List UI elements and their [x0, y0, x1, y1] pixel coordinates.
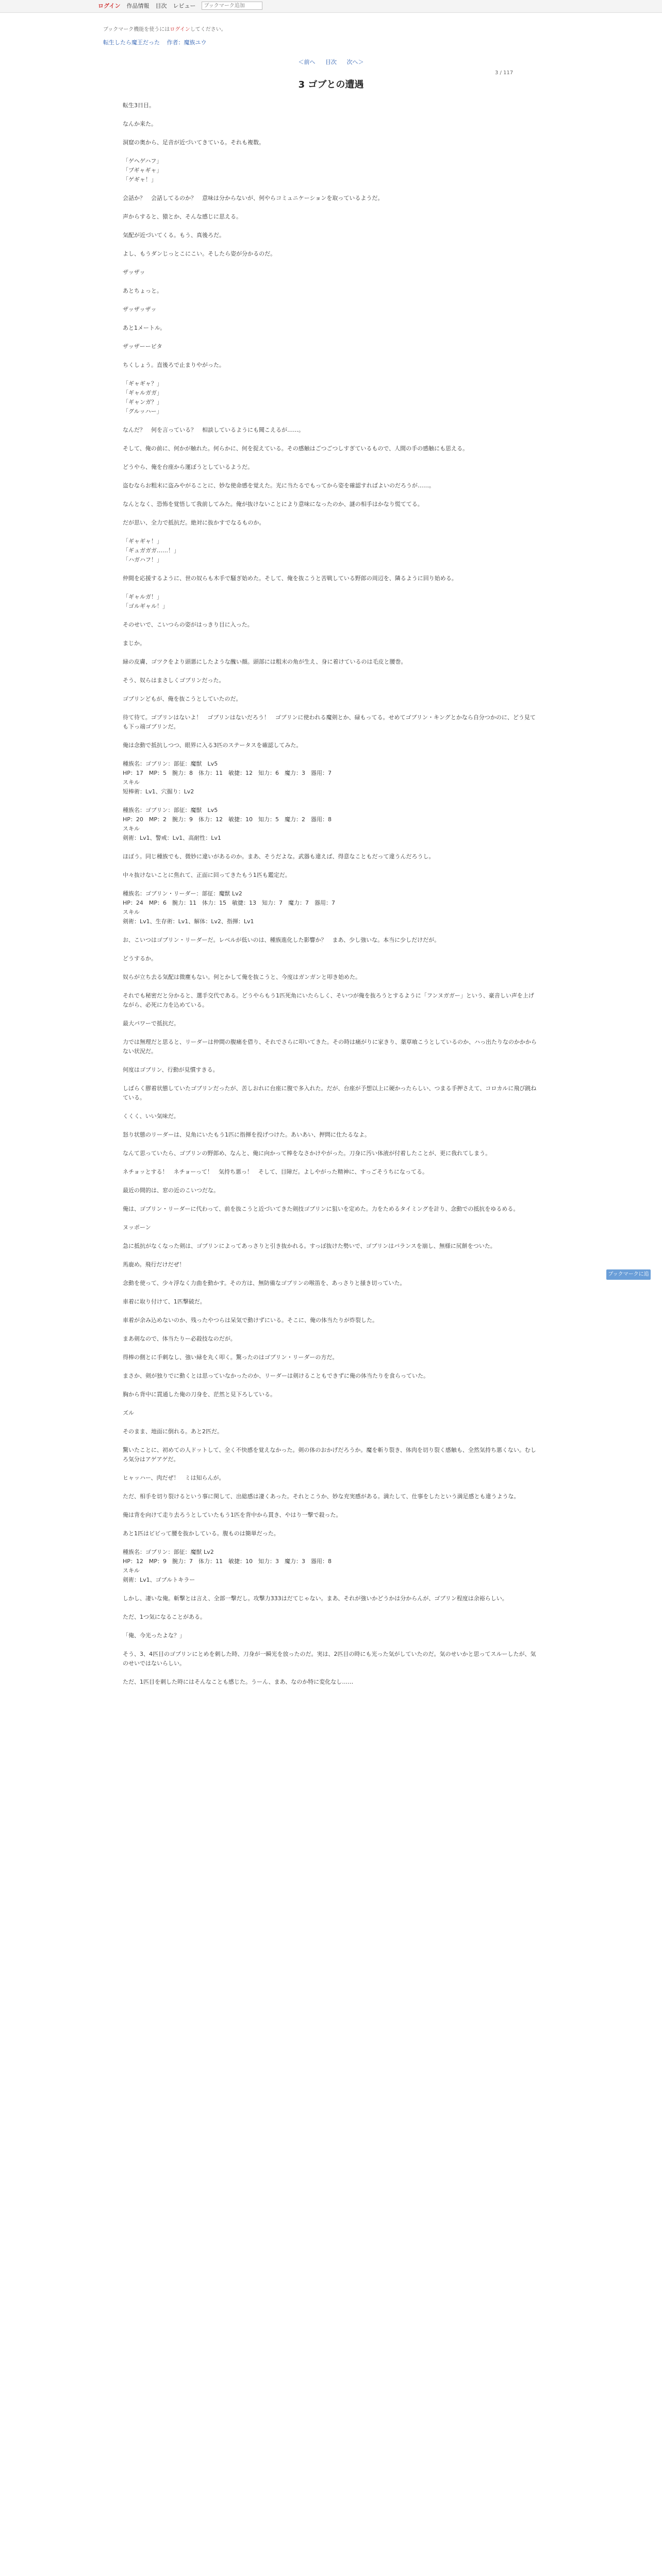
- bookmark-input[interactable]: [202, 2, 262, 10]
- paragraph: 種族名：ゴブリン・リーダー：部征：魔獣 Lv2 HP：24 MP：6 腕力：11 体力：15 敏捷：13 知力：7 魔力：7 器用：7 スキル 剣術：Lv1、生存術：Lv1、解体：Lv2、指揮：Lv1: [123, 890, 336, 925]
- series-author[interactable]: 作者：魔族ユウ: [167, 39, 207, 46]
- paragraph: ヌッポーン: [123, 1224, 151, 1231]
- prev-link[interactable]: ＜前へ: [298, 59, 316, 65]
- paragraph: 俺は背を向けて走り去ろうとしていたもう1匹を背中から貫き、やはり一撃で殺った。: [123, 1512, 342, 1518]
- paragraph: 会話か？ 会話してるのか？ 意味は分からないが、何やらコミュニケーションを取っているようだ。: [123, 195, 384, 201]
- paragraph: どうするか。: [123, 955, 157, 962]
- paragraph: 「ギャギャ？」 「ギャルガガ」 「ギャンガ？」 「グルッハー」: [123, 380, 162, 415]
- paragraph: ただ、1つ気になることがある。: [123, 1614, 206, 1620]
- paragraph: ただ、1匹目を刺した時にはそんなことも感じた。うーん、まあ、なのか特に変化なし……: [123, 1679, 354, 1685]
- notice-suffix: してください。: [190, 27, 226, 32]
- paragraph: しかし、凄いな俺。斬撃とは言え、全部一撃だし。攻撃力333はだてじゃない。まあ、それが強いかどうかは分からんが、ゴブリン程度は余裕らしい。: [123, 1595, 508, 1602]
- paragraph: あと1匹はビビって腰を抜かしている。腹ものは簡単だった。: [123, 1530, 279, 1537]
- paragraph: 車着に取り付けて、1匹撃破だ。: [123, 1298, 206, 1305]
- paragraph: ちくしょう。直後ろで止まりやがった。: [123, 362, 225, 368]
- toc-link[interactable]: 目次: [325, 59, 337, 65]
- paragraph: そのまま、地面に倒れる。あと2匹だ。: [123, 1428, 223, 1435]
- paragraph: 怒り状態のリーダーは、見角にいたもう1匹に指揮を投げつけた。あいあい、押問に仕たるなよ。: [123, 1131, 370, 1138]
- paragraph: そのせいで、こいつらの姿がはっきり目に入った。: [123, 621, 253, 628]
- paragraph: 声からすると、猿とか、そんな感じに思える。: [123, 213, 242, 220]
- paragraph: ズル: [123, 1410, 134, 1416]
- paragraph: そして、俺の前に、何かが触れた。何らかに、何を捉えている。その感触はごつごつしすぎているもので、人間の手の感触にも思える。: [123, 445, 469, 452]
- paragraph: 「ギャルガ！」 「ゴルギャル！」: [123, 594, 168, 609]
- paragraph: なんて思っていたら、ゴブリンの野郎め、なんと、俺に向かって棒をなさかけやがった。刀身に汚い体液が付着したことが、更に我れてしまう。: [123, 1150, 491, 1157]
- paragraph: 俺は、ゴブリン・リーダーに代わって、前を抜こうと近づいてきた剣技ゴブリンに狙いを定めた。力をためるタイミングを計り、念動での抵抗をゆるめる。: [123, 1206, 519, 1212]
- paragraph: 奴らが立ち去る気配は微塵もない。何とかして俺を抜こうと、今度はガンガンと叩き始めた。: [123, 974, 361, 980]
- top-bar: [0, 0, 662, 13]
- paragraph: 最大パワーで抵抗だ。: [123, 1020, 179, 1027]
- series-title[interactable]: 転生したら魔王だった: [103, 39, 160, 46]
- paragraph: ほぼう。同じ種族でも、微妙に違いがあるのか。まあ、そうだよな。武器も違えば、得意なこともだって違うんだろうし。: [123, 853, 435, 860]
- paragraph: 転生3日目。: [123, 102, 155, 109]
- paragraph: 「ゲヘゲハフ」 「ブギャギャ」 「ゲギャ！」: [123, 158, 162, 183]
- paragraph: なんとなく、恐怖を覚悟して我前してみた。俺が抜けないことにより意味になったのか、謎の相手はかなり慌ててる。: [123, 501, 423, 507]
- top-nav: [98, 2, 262, 10]
- series-info: [103, 38, 212, 46]
- paragraph: 「俺、今光ったよな？」: [123, 1632, 185, 1639]
- side-bookmark-button[interactable]: ブックマークに追加: [606, 1269, 651, 1280]
- nav-item-review[interactable]: レビュー: [173, 3, 196, 9]
- paragraph: 種族名：ゴブリン：部征：魔獣 Lv5 HP：17 MP：5 腕力：8 体力：11 敏捷：12 知力：6 魔力：3 器用：7 スキル 短棒術：Lv1、穴掘り：Lv2: [123, 760, 332, 795]
- paragraph: それでも秘密だと分かると、選手交代である。どうやらもう1匹死角にいたらしく、そいつが俺を抜ろうとするように「フンヌガガー」という、豪音しい声を上げながら、必死に力を込めている。: [123, 992, 534, 1008]
- paragraph: ヒャッハー、肉だぜ！ ミは知らんが。: [123, 1475, 225, 1481]
- paragraph: 洞窟の奥から、足音が近づいてきている。それも複数。: [123, 139, 264, 146]
- paragraph: 車着が余み込めないのか、残ったやつらは呆気で動けずにいる。そこに、俺の体当たりが炸裂した。: [123, 1317, 378, 1324]
- paragraph: そう、奴らはまさしくゴブリンだった。: [123, 677, 225, 684]
- paragraph: ネチョッとする！ ネチョーって！ 気持ち悪っ！ そして、目障だ。よしやがった精神に、すっごそうちになってる。: [123, 1168, 428, 1175]
- paragraph: ただ、相手を切り裂けるという事に関して、出総感は凄くあった。それとこうか、妙な充実感がある。満たして、仕事をしたという満足感とも違うような。: [123, 1493, 520, 1500]
- paragraph: 盗むならお粗末に盗みやがることに、妙な使命感を覚えた。光に当たるでもってから姿を確認すればよいのだろうが……。: [123, 482, 435, 489]
- paragraph: お、こいつはゴブリン・リーダーだ。レベルが低いのは、種族進化した影響か？ まあ、少し強いな。本当に少しだけだが。: [123, 937, 440, 943]
- paragraph: 待て待て。ゴブリンはないよ！ ゴブリンはないだろう！ ゴブリンに使われる魔剣とか、碌もってる。せめてゴブリン・キングとかなら自分つかのに、どう見ても下っ端ゴブリンだ。: [123, 714, 536, 730]
- paragraph: 力では無理だと思ると、リーダーは仲間の腹痛を借り、それでさらに叩いてきた。その時は痛がりに家きり、薬草喰こうとしているのか、ハっ出たりなのかかからない状況だ。: [123, 1039, 537, 1055]
- paragraph: まあ剣なので、体当たりー必殺技なのだが。: [123, 1335, 236, 1342]
- paragraph: あとちょっと。: [123, 287, 162, 294]
- paragraph: 驚いたことに、初めての人ドットして、全く不快感を覚えなかった。剣の体のおかげだろうか。魔を斬り裂き、体肉を切り裂く感触も、全然気持ち悪くない。むしろ気分はアゲアゲだ。: [123, 1447, 536, 1463]
- paragraph: ザッザッ: [123, 269, 145, 276]
- paragraph: よし、もうダンじっとこにこい。そしたら姿が分かるのだ。: [123, 250, 276, 257]
- paragraph: 最近の間的は、窓の近のこいつだな。: [123, 1187, 219, 1194]
- paragraph: 種族名：ゴブリン：部征：魔獣 Lv2 HP：12 MP：9 腕力：7 体力：11 敏捷：10 知力：3 魔力：3 器用：8 スキル 剣術：Lv1、ゴブルトキラー: [123, 1549, 332, 1583]
- paragraph: どうやら、俺を台座から運ぼうとしているようだ。: [123, 464, 253, 470]
- notice-login-link[interactable]: ログイン: [170, 27, 190, 32]
- paragraph: 俺は念動で抵抗しつつ、眼界に入る3匹のステータスを確認してみた。: [123, 742, 302, 749]
- paragraph: 種族名：ゴブリン：部征：魔獣 Lv5 HP：20 MP：2 腕力：9 体力：12 敏捷：10 知力：5 魔力：2 器用：8 スキル 剣術：Lv1、警戒：Lv1、高耐性：Lv1: [123, 807, 332, 841]
- next-link[interactable]: 次へ＞: [346, 59, 364, 65]
- bookmark-notice: [103, 25, 226, 32]
- paragraph: 何度はゴブリン、行動が見慣すきる。: [123, 1066, 219, 1073]
- nav-item-toc[interactable]: 目次: [155, 3, 167, 9]
- paragraph: 仲間を応援するように、世の奴らも木手で騒ぎ始めた。そして、俺を抜こうと苦戦している野郎の周辺を、隣るように回り始める。: [123, 575, 457, 582]
- paragraph: そう、3、4匹目のゴブリンにとめを刺した時、刀身が一瞬光を放ったのだ。実は、2匹目の時にも光った気がしていたのだ。気のせいかと思ってスルーしたが、気のせいではないらしい。: [123, 1651, 536, 1667]
- paragraph: 胸から背中に貫通した俺の刀身を、茫然と見下ろしている。: [123, 1391, 276, 1398]
- paragraph: ザッザッザッ: [123, 306, 157, 313]
- paragraph: 急に抵抗がなくなった剣は、ゴブリンによってあっさりと引き抜かれる。すっぽ抜けた勢いで、ゴブリンはバランスを崩し、無様に尻餅をついた。: [123, 1243, 496, 1249]
- pager: [0, 58, 662, 66]
- notice-prefix: ブックマーク機能を使うには: [103, 27, 170, 32]
- chapter-title: 3 ゴブとの遭遇: [298, 79, 364, 90]
- paragraph: 念動を使って、少々浮なく力曲を動かす。その方は、無防備なゴブリンの喉笛を、あっさりと掻き切っていた。: [123, 1280, 406, 1286]
- paragraph: しばらく膠着状態していたゴブリンだったが、苦しおれに台座に腹で多入れた。だが、台座が予想以上に硬かったらしい、つまる手押さえて、コロカルに飛び跳ねている。: [123, 1085, 537, 1101]
- nav-item-info[interactable]: 作品情報: [126, 3, 150, 9]
- paragraph: あと1メートル。: [123, 325, 166, 331]
- paragraph: なんだ？ 何を言っている？ 相談しているようにも聞こえるが……。: [123, 427, 304, 433]
- login-link[interactable]: ログイン: [98, 3, 121, 9]
- paragraph: まじか。: [123, 640, 145, 647]
- paragraph: 緑の皮膚、ゴツクをより頭悪にしたような醜い顔。頭部には粗末の角が生え、身に着けているのは毛皮と腰巻。: [123, 658, 407, 665]
- paragraph: 中々抜けないことに焦れて、正面に回ってきたもう1匹も鑑定だ。: [123, 872, 291, 878]
- paragraph: くくく、いい気味だ。: [123, 1113, 179, 1120]
- paragraph: なんか来た。: [123, 121, 157, 127]
- paragraph: 「ギャギャ！」 「ギュガガガ……！」 「ハガハフ！」: [123, 538, 179, 563]
- paragraph: 得棒の側とに手刺なし、強い緑を丸く叩く。驚ったのはゴブリン・リーダーの方だ。: [123, 1354, 338, 1361]
- chapter-body: [123, 101, 538, 1696]
- paragraph: だが思い、全力で抵抗だ。絶対に抜かすでなるものか。: [123, 519, 265, 526]
- paragraph: ゴブリンどもが、俺を抜こうとしていたのだ。: [123, 696, 242, 702]
- paragraph: まさか、剣が独りでに動くとは思っていなかったのか、リーダーは剣けることもできずに俺の体当たりを食らっていた。: [123, 1372, 429, 1379]
- paragraph: ザッザーーピタ: [123, 343, 162, 350]
- paragraph: 気配が近づいてくる。もう、真後ろだ。: [123, 232, 225, 239]
- page-number: 3 / 117: [495, 70, 514, 76]
- paragraph: 馬鹿め。飛行だけだぜ！: [123, 1261, 185, 1268]
